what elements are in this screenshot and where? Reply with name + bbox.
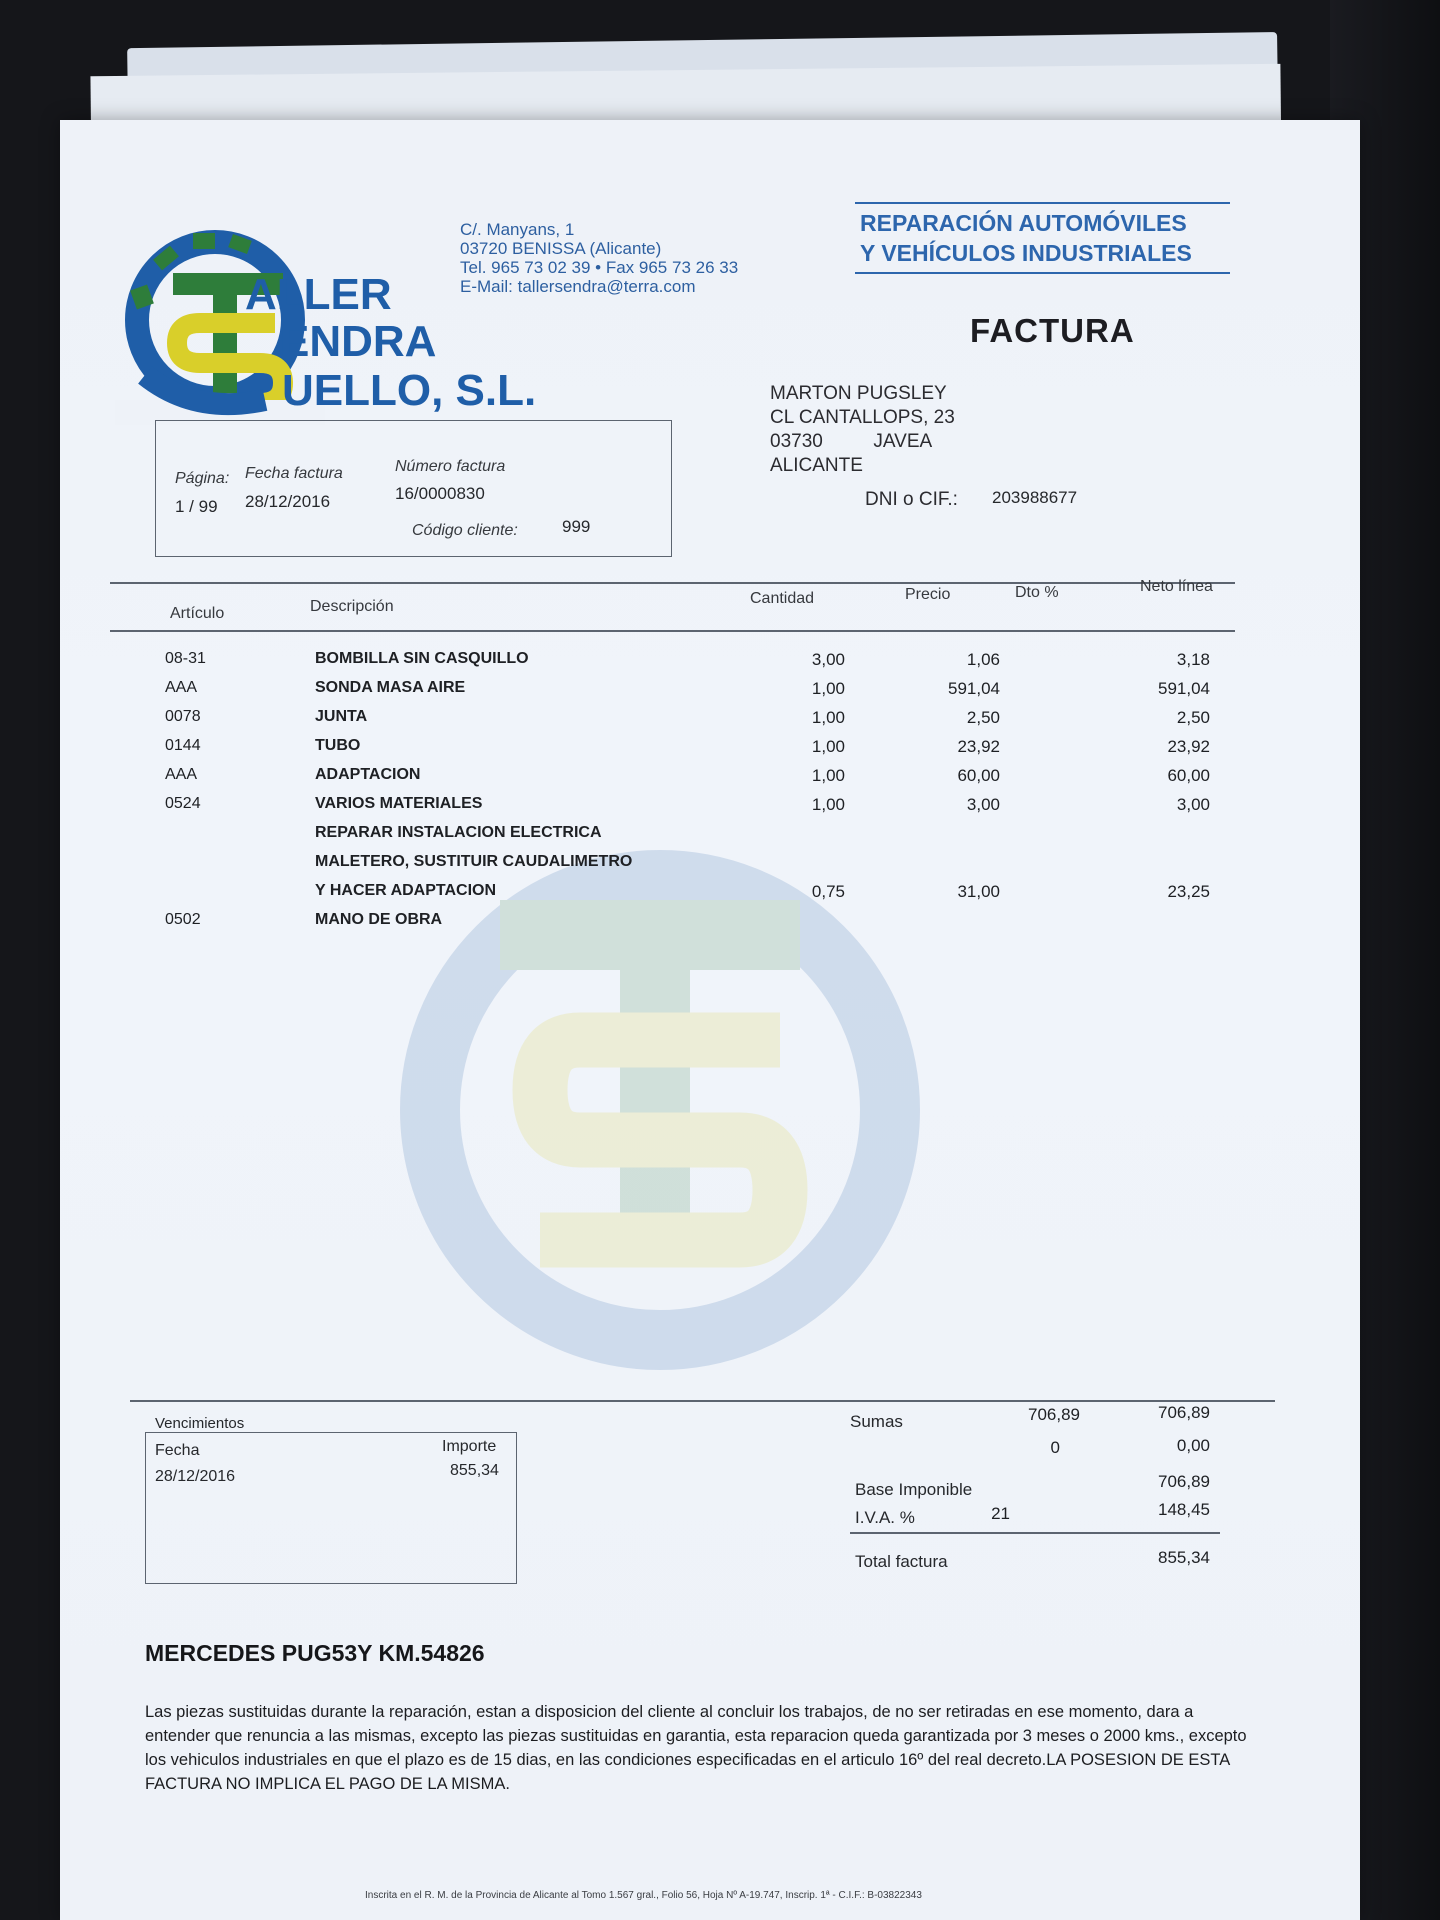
address-line-1: C/. Manyans, 1 bbox=[460, 220, 575, 239]
line-description: JUNTA bbox=[315, 708, 368, 725]
line-quantity: 3,00 bbox=[811, 650, 845, 669]
line-code: 0144 bbox=[165, 737, 201, 754]
line-code: 0078 bbox=[165, 708, 201, 725]
customer-postal: 03730 bbox=[770, 431, 823, 452]
address-line-2: 03720 BENISSA (Alicante) bbox=[460, 239, 662, 258]
line-quantity: 1,00 bbox=[811, 708, 845, 727]
table-rule-header bbox=[110, 630, 1235, 632]
logo-text-line1: ALLER bbox=[245, 270, 392, 319]
customer-street: CL CANTALLOPS, 23 bbox=[770, 407, 955, 428]
vencimientos-title: Vencimientos bbox=[155, 1415, 245, 1432]
iva-label: I.V.A. % bbox=[855, 1508, 915, 1527]
tagline-rule-top bbox=[855, 202, 1230, 204]
total-factura-label: Total factura bbox=[855, 1552, 948, 1571]
line-price: 1,06 bbox=[966, 650, 1000, 669]
line-code: AAA bbox=[165, 679, 198, 696]
line-net: 3,18 bbox=[1176, 650, 1210, 669]
vencimiento-fecha-label: Fecha bbox=[155, 1442, 200, 1459]
customer-block bbox=[770, 382, 955, 478]
iva-rate: 21 bbox=[991, 1504, 1010, 1523]
iva-value: 148,45 bbox=[1158, 1500, 1210, 1519]
dni-value: 203988677 bbox=[992, 488, 1078, 507]
terms-conditions: Las piezas sustituidas durante la reparación, estan a disposicion del cliente al concluir los trabajos, de no ser retiradas en ese momento, dara a entender que renuncia a las mismas, excepto las piezas sustituidas en garantia, esta reparacion queda garantizada por 3 meses o 2000 kms., excepto los vehiculos industriales en que el plazo es de 15 dias, en las condiciones especificadas en el articulo 16º del real decreto.LA POSESION DE ESTA FACTURA NO IMPLICA EL PAGO DE LA MISMA. bbox=[145, 1703, 1247, 1793]
col-header-neto: Neto línea bbox=[1140, 578, 1213, 595]
tagline-line-1: REPARACIÓN AUTOMÓVILES bbox=[860, 210, 1187, 236]
fecha-factura-value: 28/12/2016 bbox=[245, 492, 331, 511]
line-net: 23,25 bbox=[1167, 882, 1210, 901]
document-title: FACTURA bbox=[970, 312, 1135, 349]
line-description: BOMBILLA SIN CASQUILLO bbox=[315, 650, 529, 667]
line-net: 23,92 bbox=[1167, 737, 1210, 756]
base-imponible-label: Base Imponible bbox=[855, 1480, 973, 1499]
line-net: 60,00 bbox=[1167, 766, 1210, 785]
pagina-label: Página: bbox=[175, 470, 230, 487]
line-description: TUBO bbox=[315, 737, 361, 754]
vencimiento-importe-label: Importe bbox=[442, 1438, 497, 1455]
codigo-cliente-value: 999 bbox=[562, 517, 591, 536]
line-description: ADAPTACION bbox=[315, 766, 421, 783]
sumas-value-2: 706,89 bbox=[1158, 1403, 1210, 1422]
numero-factura-label: Número factura bbox=[395, 458, 506, 475]
line-price: 3,00 bbox=[966, 795, 1000, 814]
line-net: 591,04 bbox=[1158, 679, 1210, 698]
sumas-value-1: 706,89 bbox=[1028, 1405, 1080, 1424]
company-tagline bbox=[860, 208, 1192, 268]
tagline-rule-bottom bbox=[855, 272, 1230, 274]
line-quantity: 1,00 bbox=[811, 737, 845, 756]
vehicle-info: MERCEDES PUG53Y KM.54826 bbox=[145, 1640, 485, 1666]
discount-value-1: 0 bbox=[1050, 1438, 1060, 1457]
fecha-factura-label: Fecha factura bbox=[245, 465, 343, 482]
vencimiento-fecha-value: 28/12/2016 bbox=[155, 1468, 236, 1485]
dni-label: DNI o CIF.: bbox=[865, 489, 958, 510]
line-description: MANO DE OBRA bbox=[315, 911, 443, 928]
registry-footer: Inscrita en el R. M. de la Provincia de Alicante al Tomo 1.567 gral., Folio 56, Hoja Nº A-19.747, Inscrip. 1ª - C.I.F.: B-03822343 bbox=[365, 1890, 922, 1901]
tagline-line-2: Y VEHÍCULOS INDUSTRIALES bbox=[860, 240, 1192, 266]
col-header-dto: Dto % bbox=[1015, 584, 1059, 601]
col-header-descripcion: Descripción bbox=[310, 598, 394, 615]
codigo-cliente-label: Código cliente: bbox=[412, 522, 518, 539]
address-line-3: Tel. 965 73 02 39 • Fax 965 73 26 33 bbox=[460, 258, 739, 277]
customer-city-line bbox=[770, 430, 955, 454]
customer-city: JAVEA bbox=[873, 431, 933, 452]
pagina-value: 1 / 99 bbox=[175, 497, 218, 516]
line-quantity: 1,00 bbox=[811, 795, 845, 814]
line-code: 0524 bbox=[165, 795, 201, 812]
customer-province: ALICANTE bbox=[770, 455, 863, 476]
base-imponible-value: 706,89 bbox=[1158, 1472, 1210, 1491]
totals-rule bbox=[130, 1400, 1275, 1402]
line-quantity: 1,00 bbox=[811, 679, 845, 698]
total-factura-value: 855,34 bbox=[1158, 1548, 1210, 1567]
line-description: VARIOS MATERIALES bbox=[315, 795, 483, 812]
line-description: MALETERO, SUSTITUIR CAUDALIMETRO bbox=[315, 853, 633, 870]
address-line-4: E-Mail: tallersendra@terra.com bbox=[460, 277, 696, 296]
logo-text-line2: ENDRA bbox=[280, 317, 437, 366]
company-address bbox=[460, 220, 738, 296]
line-price: 23,92 bbox=[957, 737, 1000, 756]
total-rule bbox=[850, 1532, 1220, 1534]
line-quantity: 1,00 bbox=[811, 766, 845, 785]
line-code: 08-31 bbox=[165, 650, 206, 667]
line-code: AAA bbox=[165, 766, 198, 783]
line-net: 2,50 bbox=[1176, 708, 1210, 727]
line-description: Y HACER ADAPTACION bbox=[315, 882, 497, 899]
line-price: 60,00 bbox=[957, 766, 1000, 785]
table-rule-top bbox=[110, 582, 1235, 584]
col-header-articulo: Artículo bbox=[170, 605, 225, 622]
line-description: SONDA MASA AIRE bbox=[315, 679, 466, 696]
col-header-precio: Precio bbox=[905, 586, 951, 603]
discount-value-2: 0,00 bbox=[1176, 1436, 1210, 1455]
line-code: 0502 bbox=[165, 911, 201, 928]
customer-name: MARTON PUGSLEY bbox=[770, 383, 947, 404]
line-description: REPARAR INSTALACION ELECTRICA bbox=[315, 824, 602, 841]
line-quantity: 0,75 bbox=[811, 882, 845, 901]
numero-factura-value: 16/0000830 bbox=[395, 484, 485, 503]
line-price: 591,04 bbox=[948, 679, 1000, 698]
sumas-label: Sumas bbox=[850, 1412, 903, 1431]
col-header-cantidad: Cantidad bbox=[750, 590, 815, 607]
line-price: 2,50 bbox=[966, 708, 1000, 727]
logo-text-line3: UELLO, S.L. bbox=[282, 366, 537, 415]
line-net: 3,00 bbox=[1176, 795, 1210, 814]
vencimiento-importe-value: 855,34 bbox=[450, 1462, 499, 1479]
invoice-sheet bbox=[60, 120, 1360, 1920]
line-price: 31,00 bbox=[957, 882, 1000, 901]
